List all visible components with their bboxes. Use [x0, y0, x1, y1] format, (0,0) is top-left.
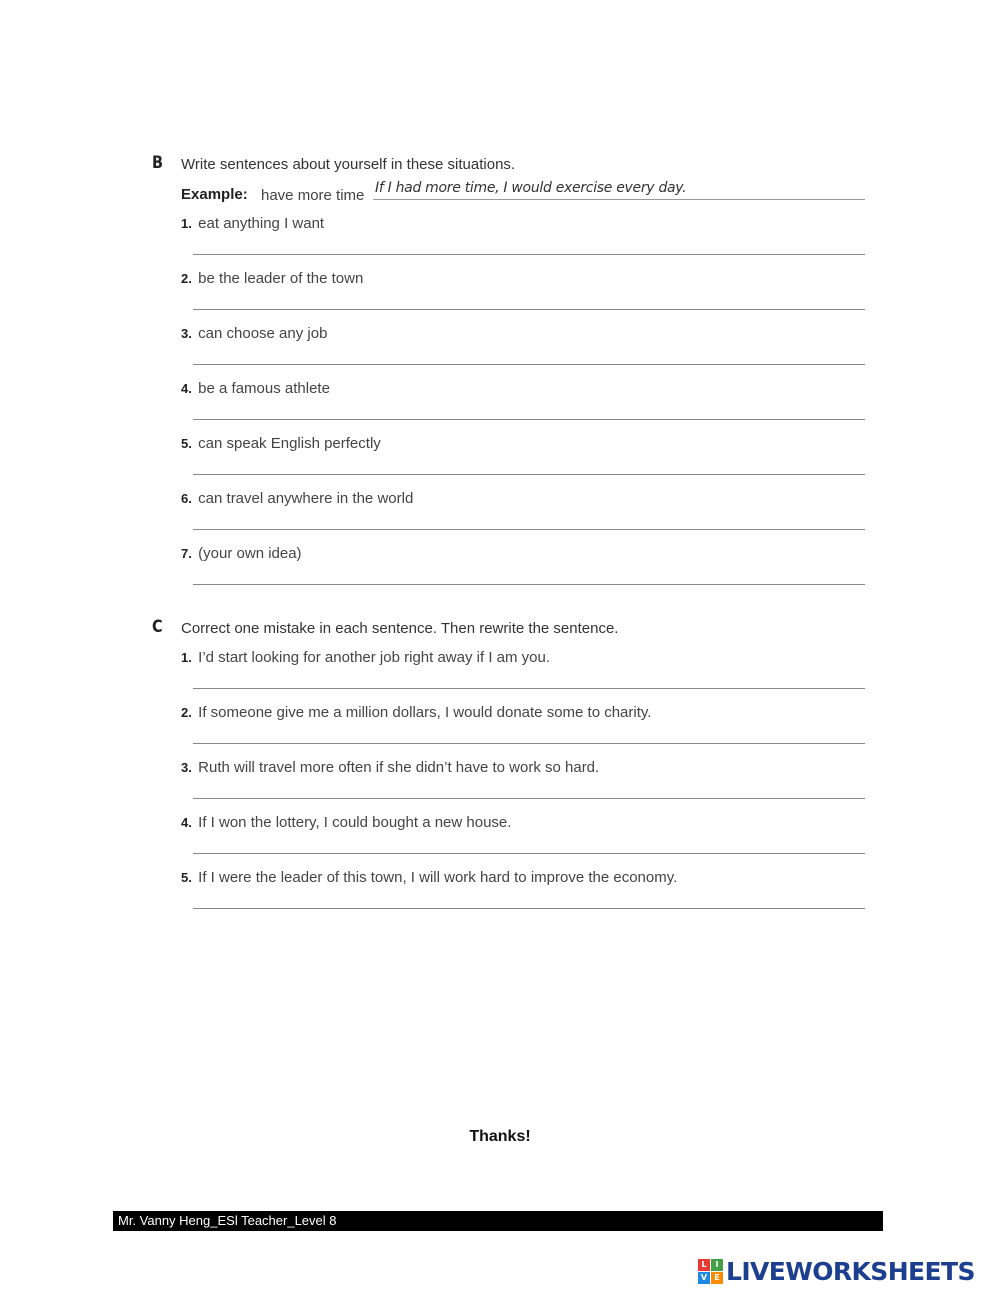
- b-item-4: [181, 380, 330, 397]
- b-item-number: 5.: [181, 436, 192, 451]
- c-item-text: If I won the lottery, I could bought a new house.: [198, 814, 512, 831]
- b-item-number: 1.: [181, 216, 192, 231]
- example-underline: [373, 199, 865, 200]
- c-item-number: 4.: [181, 815, 192, 830]
- b-item-text: eat anything I want: [198, 215, 325, 232]
- c-item-5: [181, 869, 677, 886]
- c-answer-input-3[interactable]: [193, 778, 865, 799]
- thanks-text: Thanks!: [469, 1128, 531, 1145]
- c-item-text: Ruth will travel more often if she didn’t have to work so hard.: [198, 759, 600, 776]
- liveworksheets-logo-icon: [698, 1259, 723, 1284]
- footer-bar: Mr. Vanny Heng_ESl Teacher_Level 8: [113, 1211, 883, 1231]
- b-item-text: be a famous athlete: [198, 380, 330, 397]
- b-item-number: 3.: [181, 326, 192, 341]
- c-item-4: [181, 814, 511, 831]
- c-item-2: [181, 704, 651, 721]
- b-item-number: 6.: [181, 491, 192, 506]
- b-item-text: can travel anywhere in the world: [198, 490, 414, 507]
- c-answer-input-1[interactable]: [193, 668, 865, 689]
- logo-tile-e: E: [711, 1272, 723, 1284]
- c-item-number: 5.: [181, 870, 192, 885]
- c-item-number: 1.: [181, 650, 192, 665]
- c-item-text: If someone give me a million dollars, I would donate some to charity.: [198, 704, 652, 721]
- c-answer-input-5[interactable]: [193, 888, 865, 909]
- b-item-7: [181, 545, 302, 562]
- logo-tile-l: L: [698, 1259, 710, 1271]
- b-answer-input-4[interactable]: [193, 399, 865, 420]
- b-item-number: 2.: [181, 271, 192, 286]
- b-item-text: can speak English perfectly: [198, 435, 381, 452]
- c-item-1: [181, 649, 550, 666]
- logo-tile-v: V: [698, 1272, 710, 1284]
- b-answer-input-7[interactable]: [193, 564, 865, 585]
- section-b-instruction: Write sentences about yourself in these situations.: [181, 156, 516, 173]
- b-item-6: [181, 490, 413, 507]
- b-answer-input-1[interactable]: [193, 234, 865, 255]
- c-item-3: [181, 759, 599, 776]
- b-item-text: be the leader of the town: [198, 270, 364, 287]
- c-item-text: If I were the leader of this town, I will work hard to improve the economy.: [198, 869, 678, 886]
- b-item-number: 7.: [181, 546, 192, 561]
- example-prompt: have more time: [261, 187, 365, 204]
- b-item-number: 4.: [181, 381, 192, 396]
- b-item-5: [181, 435, 381, 452]
- c-answer-input-2[interactable]: [193, 723, 865, 744]
- b-answer-input-5[interactable]: [193, 454, 865, 475]
- c-answer-input-4[interactable]: [193, 833, 865, 854]
- liveworksheets-logo[interactable]: [698, 1256, 975, 1286]
- b-answer-input-6[interactable]: [193, 509, 865, 530]
- c-item-number: 3.: [181, 760, 192, 775]
- section-b-letter: B: [152, 153, 164, 173]
- b-answer-input-3[interactable]: [193, 344, 865, 365]
- b-item-1: [181, 215, 324, 232]
- c-item-text: I’d start looking for another job right away if I am you.: [198, 649, 551, 666]
- b-item-text: (your own idea): [198, 545, 302, 562]
- section-c-instruction: Correct one mistake in each sentence. Then rewrite the sentence.: [181, 620, 619, 637]
- section-c-letter: C: [152, 617, 163, 637]
- c-item-number: 2.: [181, 705, 192, 720]
- example-label: Example:: [181, 186, 248, 203]
- example-answer: If I had more time, I would exercise every day.: [375, 180, 687, 196]
- liveworksheets-wordmark: LIVEWORKSHEETS: [726, 1256, 975, 1286]
- b-item-3: [181, 325, 327, 342]
- logo-tile-i: I: [711, 1259, 723, 1271]
- b-answer-input-2[interactable]: [193, 289, 865, 310]
- b-item-2: [181, 270, 363, 287]
- b-item-text: can choose any job: [198, 325, 328, 342]
